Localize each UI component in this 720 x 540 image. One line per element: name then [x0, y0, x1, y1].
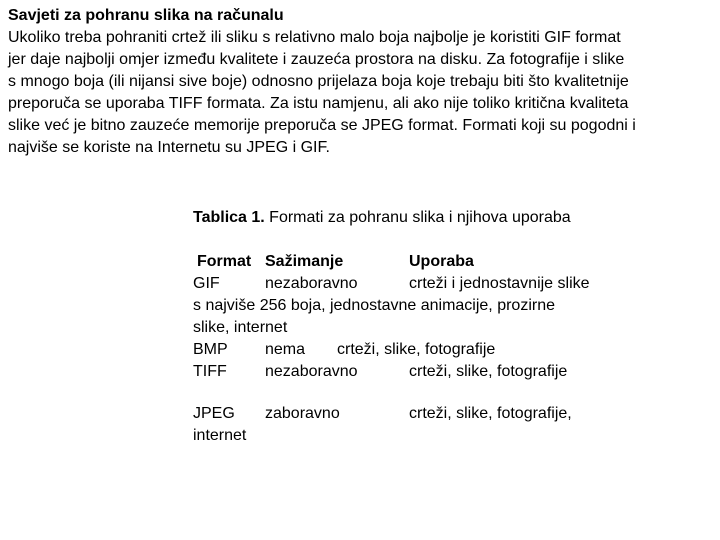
tiff-format-cell: TIFF	[193, 363, 227, 380]
header-format: Format	[197, 253, 252, 270]
bmp-compression-cell: nema	[265, 341, 306, 358]
jpeg-usage-cell: crteži, slike, fotografije,	[409, 405, 572, 422]
paragraph-line: jer daje najbolji omjer između kvalitete i zauzeća prostora na disku. Za fotografije i slike	[8, 51, 625, 68]
caption-text: Formati za pohranu slika i njihova uporaba	[264, 209, 571, 226]
gif-usage-cell: crteži i jednostavnije slike	[409, 275, 590, 292]
bmp-usage-cell: crteži, slike, fotografije	[337, 341, 496, 358]
bmp-format-cell: BMP	[193, 341, 228, 358]
caption-label: Tablica 1.	[193, 209, 265, 226]
intro-paragraph	[8, 27, 720, 159]
paragraph-line: najviše se koriste na Internetu su JPEG i GIF.	[8, 139, 330, 156]
gif-usage-continued: s najviše 256 boja, jednostavne animacije, prozirne	[193, 297, 555, 314]
paragraph-line: s mnogo boja (ili nijansi sive boje) odnosno prijelaza boja koje trebaju biti što kvalitetnije	[8, 73, 629, 90]
table-caption	[193, 207, 571, 229]
gif-compression-cell: nezaboravno	[265, 275, 358, 292]
jpeg-usage-continued: internet	[193, 427, 247, 444]
gif-usage-continued: slike, internet	[193, 319, 288, 336]
header-compression: Sažimanje	[265, 253, 344, 270]
gif-format-cell: GIF	[193, 275, 220, 292]
header-usage: Uporaba	[409, 253, 474, 270]
paragraph-line: preporuča se uporaba TIFF formata. Za istu namjenu, ali ako nije toliko kritična kvaliteta	[8, 95, 629, 112]
paragraph-line: slike već je bitno zauzeće memorije preporuča se JPEG format. Formati koji su pogodni i	[8, 117, 636, 134]
tiff-compression-cell: nezaboravno	[265, 363, 358, 380]
jpeg-format-cell: JPEG	[193, 405, 235, 422]
page-heading: Savjeti za pohranu slika na računalu	[8, 7, 284, 24]
paragraph-line: Ukoliko treba pohraniti crtež ili sliku s relativno malo boja najbolje je koristiti GIF format	[8, 29, 621, 46]
jpeg-compression-cell: zaboravno	[265, 405, 340, 422]
tiff-usage-cell: crteži, slike, fotografije	[409, 363, 568, 380]
